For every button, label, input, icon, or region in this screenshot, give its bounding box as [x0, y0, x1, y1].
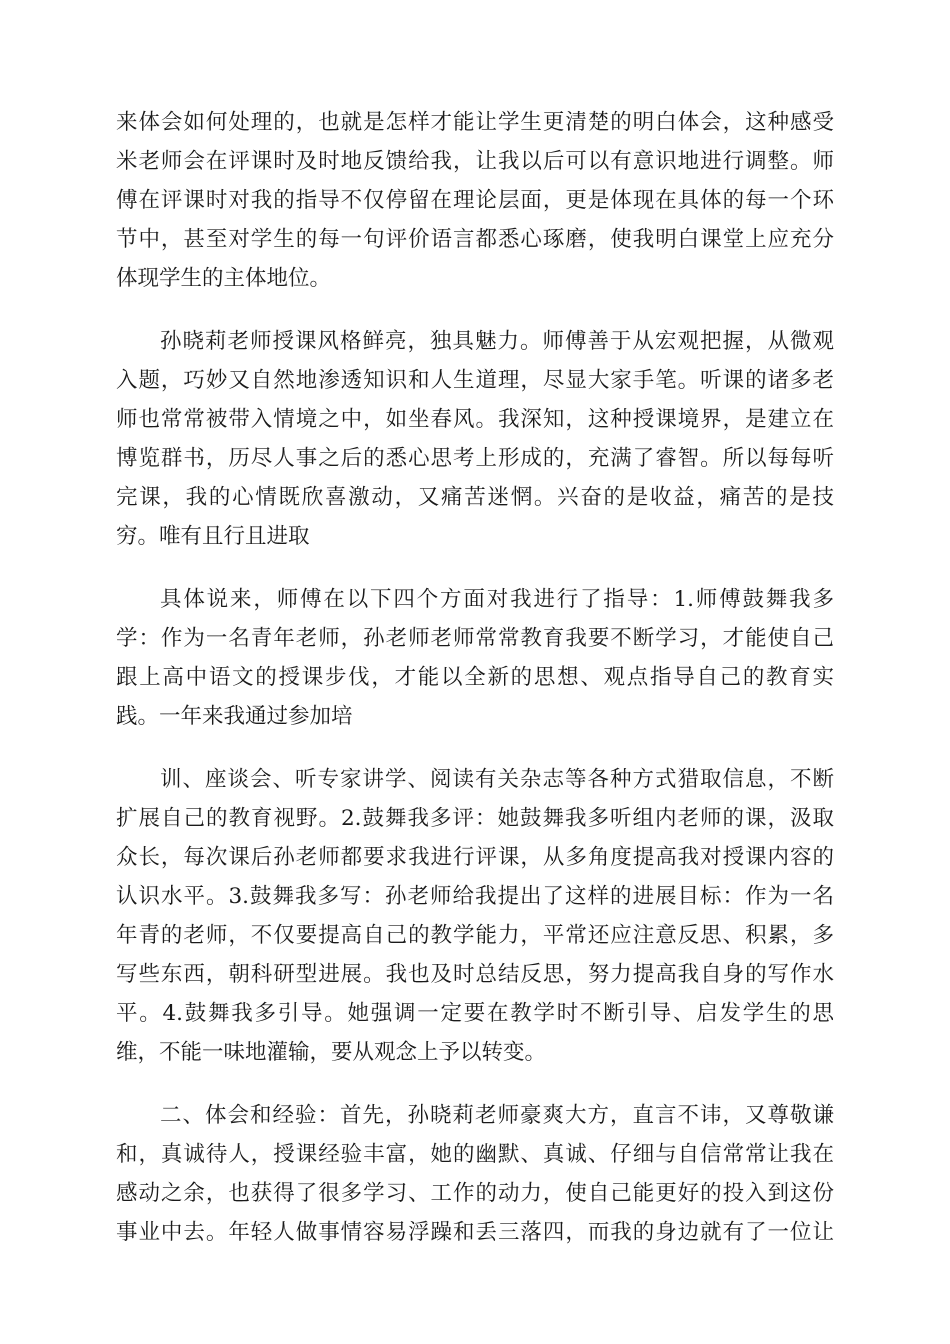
text-line: 感动之余，也获得了很多学习、工作的动力，使自己能更好的投入到这份	[116, 1181, 834, 1206]
text-line: 年青的老师，不仅要提高自己的教学能力，平常还应注意反思、积累，多	[116, 923, 834, 948]
text-line: 节中，甚至对学生的每一句评价语言都悉心琢磨，使我明白课堂上应充分	[116, 227, 834, 252]
text-line: 扩展自己的教育视野。2.鼓舞我多评：她鼓舞我多听组内老师的课，汲取	[116, 806, 834, 831]
text-line: 践。一年来我通过参加培	[116, 704, 353, 729]
text-line: 和，真诚待人，授课经验丰富，她的幽默、真诚、仔细与自信常常让我在	[116, 1142, 834, 1167]
text-line: 学：作为一名青年老师，孙老师老师常常教育我要不断学习，才能使自己	[116, 626, 834, 651]
text-line: 训、座谈会、听专家讲学、阅读有关杂志等各种方式猎取信息，不断	[160, 767, 834, 792]
text-line: 维，不能一味地灌输，要从观念上予以转变。	[116, 1040, 547, 1065]
text-line: 写些东西，朝科研型进展。我也及时总结反思，努力提高我自身的写作水	[116, 962, 834, 987]
paragraph-5	[116, 1096, 834, 1252]
text-line: 认识水平。3.鼓舞我多写：孙老师给我提出了这样的进展目标：作为一名	[116, 884, 834, 909]
text-line: 来体会如何处理的，也就是怎样才能让学生更清楚的明白体会，这种感受	[116, 110, 834, 135]
paragraph-4	[116, 760, 834, 1072]
text-line: 入题，巧妙又自然地渗透知识和人生道理，尽显大家手笔。听课的诸多老	[116, 368, 834, 393]
text-line: 孙晓莉老师授课风格鲜亮，独具魅力。师傅善于从宏观把握，从微观	[160, 329, 834, 354]
document-body	[116, 103, 834, 1252]
text-line: 米老师会在评课时及时地反馈给我，让我以后可以有意识地进行调整。师	[116, 149, 834, 174]
text-line: 完课，我的心情既欣喜激动，又痛苦迷惘。兴奋的是收益，痛苦的是技	[116, 485, 834, 510]
text-line: 傅在评课时对我的指导不仅停留在理论层面，更是体现在具体的每一个环	[116, 188, 834, 213]
text-line: 师也常常被带入情境之中，如坐春风。我深知，这种授课境界，是建立在	[116, 407, 834, 432]
text-line: 体现学生的主体地位。	[116, 266, 332, 291]
text-line: 穷。唯有且行且进取	[116, 524, 310, 549]
text-line: 事业中去。年轻人做事情容易浮躁和丢三落四，而我的身边就有了一位让	[116, 1220, 834, 1245]
text-line: 二、体会和经验：首先，孙晓莉老师豪爽大方，直言不讳，又尊敬谦	[160, 1103, 834, 1128]
paragraph-1	[116, 103, 834, 298]
text-line: 众长，每次课后孙老师都要求我进行评课，从多角度提高我对授课内容的	[116, 845, 834, 870]
paragraph-3	[116, 580, 834, 736]
text-line: 跟上高中语文的授课步伐，才能以全新的思想、观点指导自己的教育实	[116, 665, 834, 690]
text-line: 博览群书，历尽人事之后的悉心思考上形成的，充满了睿智。所以每每听	[116, 446, 834, 471]
text-line: 平。4.鼓舞我多引导。她强调一定要在教学时不断引导、启发学生的思	[116, 1001, 834, 1026]
text-line: 具体说来，师傅在以下四个方面对我进行了指导：1.师傅鼓舞我多	[160, 587, 834, 612]
paragraph-2	[116, 322, 834, 556]
